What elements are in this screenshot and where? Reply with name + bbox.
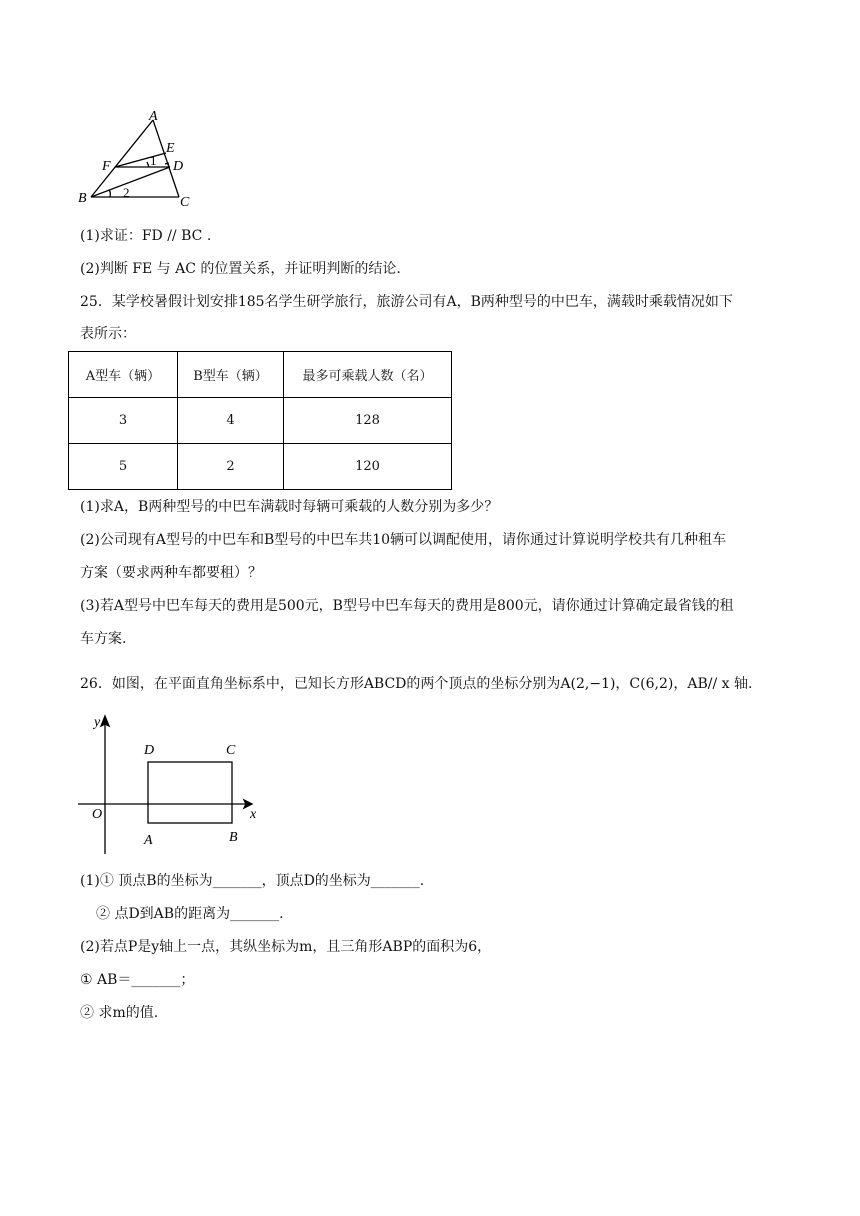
triangle-figure bbox=[74, 106, 204, 212]
label-b: B bbox=[229, 830, 238, 845]
q24-part1: (1)求证：FD // BC . bbox=[80, 228, 212, 244]
table-cell: 128 bbox=[284, 398, 452, 444]
q25-part3-line1: (3)若A型号中巴车每天的费用是500元，B型号中巴车每天的费用是800元，请你通过计算确定最省钱的租 bbox=[80, 598, 734, 614]
rectangle-abcd bbox=[148, 762, 232, 823]
label-b: B bbox=[78, 191, 87, 206]
y-axis-arrow-icon bbox=[101, 716, 109, 726]
table-cell: 3 bbox=[69, 398, 178, 444]
table-header-b: B型车（辆） bbox=[178, 352, 284, 398]
table-header-a: A型车（辆） bbox=[69, 352, 178, 398]
angle-2-label: 2 bbox=[123, 185, 130, 200]
label-f: F bbox=[102, 159, 111, 174]
label-a: A bbox=[144, 833, 153, 848]
segment-fe bbox=[115, 153, 166, 167]
label-x: x bbox=[250, 807, 257, 822]
label-d: D bbox=[144, 743, 155, 758]
table-row bbox=[69, 398, 452, 444]
q26-part1-2: ② 点D到AB的距离为_______. bbox=[96, 906, 284, 922]
q25-part3-line2: 车方案. bbox=[80, 631, 127, 647]
table-cell: 5 bbox=[69, 444, 178, 490]
q26-part2-2: ② 求m的值. bbox=[80, 1005, 159, 1021]
q24-part2: (2)判断 FE 与 AC 的位置关系，并证明判断的结论. bbox=[80, 261, 401, 277]
angle-2-arc bbox=[109, 190, 110, 197]
label-y: y bbox=[94, 715, 101, 730]
q25-part2-line2: 方案（要求两种车都要租）？ bbox=[80, 565, 262, 581]
q25-intro-line2: 表所示： bbox=[80, 326, 136, 342]
q26-part2: (2)若点P是y轴上一点，其纵坐标为m，且三角形ABP的面积为6， bbox=[80, 939, 492, 955]
q25-part1: (1)求A，B两种型号的中巴车满载时每辆可乘载的人数分别为多少？ bbox=[80, 499, 499, 515]
q25-intro-line1: 25．某学校暑假计划安排185名学生研学旅行，旅游公司有A，B两种型号的中巴车，满载时乘载情况如下 bbox=[80, 294, 733, 310]
label-a: A bbox=[149, 109, 158, 124]
q26-part1-1: (1)① 顶点B的坐标为_______，顶点D的坐标为_______. bbox=[80, 873, 425, 889]
q25-part2-line1: (2)公司现有A型号的中巴车和B型号的中巴车共10辆可以调配使用，请你通过计算说明学校共有几种租车 bbox=[80, 532, 727, 548]
table-cell: 4 bbox=[178, 398, 284, 444]
table-header-capacity: 最多可乘载人数（名） bbox=[284, 352, 452, 398]
q26-part2-1: ① AB＝_______； bbox=[80, 972, 195, 988]
label-c: C bbox=[226, 743, 236, 758]
coordinate-figure bbox=[74, 710, 274, 860]
table-row bbox=[69, 444, 452, 490]
q26-intro: 26．如图，在平面直角坐标系中，已知长方形ABCD的两个顶点的坐标分别为A(2,−1)，C(6,2)，AB// x 轴. bbox=[80, 676, 753, 692]
table-header-row bbox=[69, 352, 452, 398]
table-cell: 2 bbox=[178, 444, 284, 490]
label-d: D bbox=[173, 159, 184, 174]
angle-1-label: 1 bbox=[150, 153, 157, 168]
label-c: C bbox=[180, 195, 190, 210]
label-o: O bbox=[92, 807, 103, 822]
table-cell: 120 bbox=[284, 444, 452, 490]
label-e: E bbox=[166, 141, 175, 156]
angle-1-arc bbox=[147, 162, 149, 167]
bus-capacity-table bbox=[68, 351, 452, 490]
